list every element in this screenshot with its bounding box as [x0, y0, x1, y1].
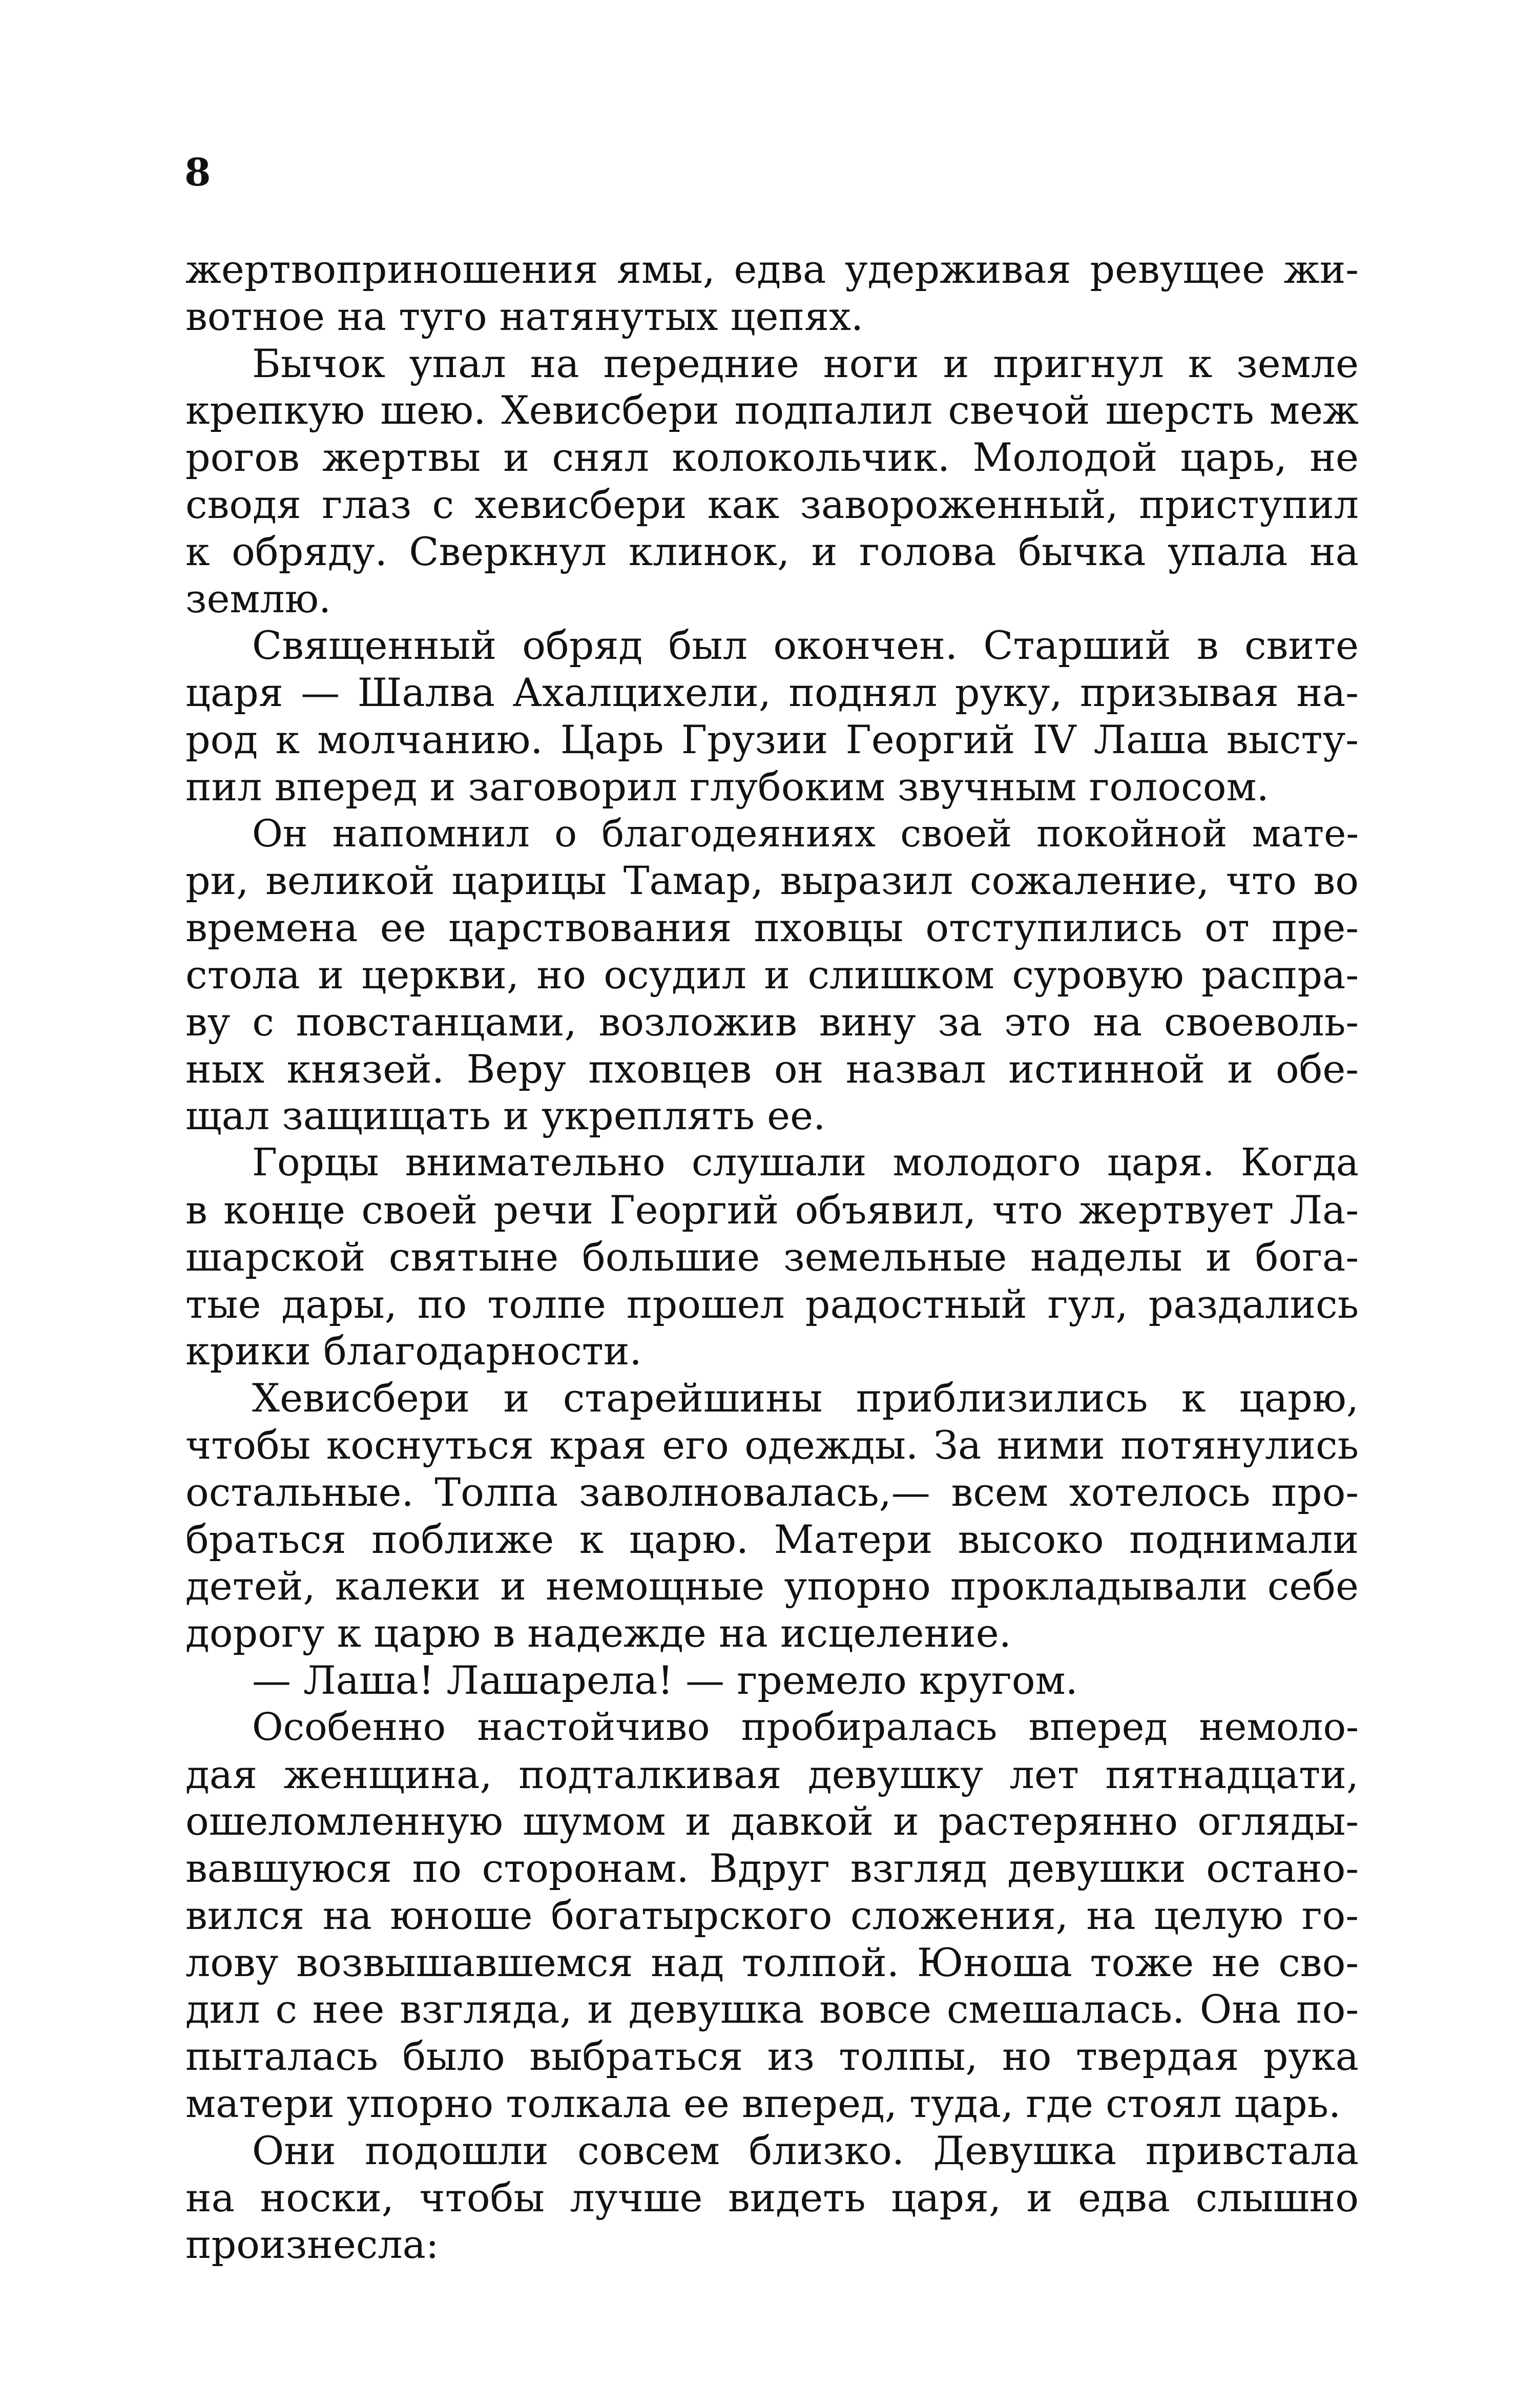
text-line: дая женщина, подталкивая девушку лет пятнадцати, — [185, 1751, 1359, 1797]
text-line: землю. — [185, 575, 331, 621]
text-line: жертвоприношения ямы, едва удерживая ревущее жи- — [185, 246, 1359, 292]
text-line: матери упорно толкала ее вперед, туда, где стоял царь. — [185, 2081, 1341, 2127]
text-line: Хевисбери и старейшины приблизились к царю, — [252, 1375, 1359, 1421]
text-line: Священный обряд был окончен. Старший в свите — [252, 622, 1359, 669]
text-line: пил вперед и заговорил глубоким звучным голосом. — [185, 763, 1269, 809]
text-line: царя — Шалва Ахалцихели, поднял руку, призывая на- — [185, 670, 1359, 716]
text-line: произнесла: — [185, 2222, 439, 2268]
text-line: вился на юноше богатырского сложения, на целую го- — [185, 1892, 1359, 1938]
text-line: сводя глаз с хевисбери как завороженный, приступил — [185, 481, 1359, 527]
text-line: шарской святыне большие земельные наделы и бога- — [185, 1234, 1359, 1280]
text-line: вавшуюся по сторонам. Вдруг взгляд девушки остано- — [185, 1845, 1359, 1892]
text-line: ошеломленную шумом и давкой и растерянно огляды- — [185, 1798, 1359, 1844]
text-line: Бычок упал на передние ноги и пригнул к земле — [252, 340, 1359, 386]
text-line: в конце своей речи Георгий объявил, что жертвует Ла- — [185, 1187, 1359, 1233]
text-line: Горцы внимательно слушали молодого царя. Когда — [252, 1140, 1359, 1185]
text-line: лову возвышавшемся над толпой. Юноша тоже не сво- — [185, 1939, 1359, 1985]
text-line: браться поближе к царю. Матери высоко поднимали — [185, 1516, 1359, 1562]
text-line: дорогу к царю в надежде на исцеление. — [185, 1610, 1011, 1656]
text-line: ри, великой царицы Тамар, выразил сожаление, что во — [185, 858, 1359, 904]
text-line: чтобы коснуться края его одежды. За ними потянулись — [185, 1422, 1359, 1468]
text-line: Он напомнил о благодеяниях своей покойной мате- — [252, 812, 1359, 856]
text-line: дил с нее взгляда, и девушка вовсе смешалась. Она по- — [185, 1986, 1359, 2032]
text-line: на носки, чтобы лучше видеть царя, и едва слышно — [185, 2174, 1359, 2220]
text-line: стола и церкви, но осудил и слишком суровую распра- — [185, 951, 1359, 998]
text-line: — Лаша! Лашарела! — гремело кругом. — [252, 1657, 1078, 1703]
text-line: крепкую шею. Хевисбери подпалил свечой шерсть меж — [185, 387, 1359, 433]
text-line: к обряду. Сверкнул клинок, и голова бычка упала на — [185, 528, 1359, 574]
text-line: тые дары, по толпе прошел радостный гул, раздались — [185, 1281, 1359, 1327]
text-line: вотное на туго натянутых цепях. — [185, 293, 864, 339]
text-line: рогов жертвы и снял колокольчик. Молодой царь, не — [185, 434, 1359, 481]
text-line: Особенно настойчиво пробиралась вперед немоло- — [252, 1705, 1359, 1749]
text-line: времена ее царствования пховцы отступились от пре- — [185, 905, 1359, 951]
body-text — [185, 246, 1359, 2268]
text-line: род к молчанию. Царь Грузии Георгий IV Лаша высту- — [185, 716, 1359, 762]
text-line: остальные. Толпа заволновалась,— всем хотелось про- — [185, 1469, 1359, 1515]
text-line: ву с повстанцами, возложив вину за это на своеволь- — [185, 999, 1359, 1045]
text-line: ных князей. Веру пховцев он назвал истинной и обе- — [185, 1046, 1359, 1092]
text-line: Они подошли совсем близко. Девушка привстала — [252, 2127, 1359, 2173]
text-line: детей, калеки и немощные упорно прокладывали себе — [185, 1563, 1359, 1609]
page-number: 8 — [184, 151, 211, 195]
text-line: щал защищать и укреплять ее. — [185, 1093, 826, 1139]
text-line: крики благодарности. — [185, 1328, 642, 1374]
text-line: пыталась было выбраться из толпы, но твердая рука — [185, 2033, 1359, 2080]
